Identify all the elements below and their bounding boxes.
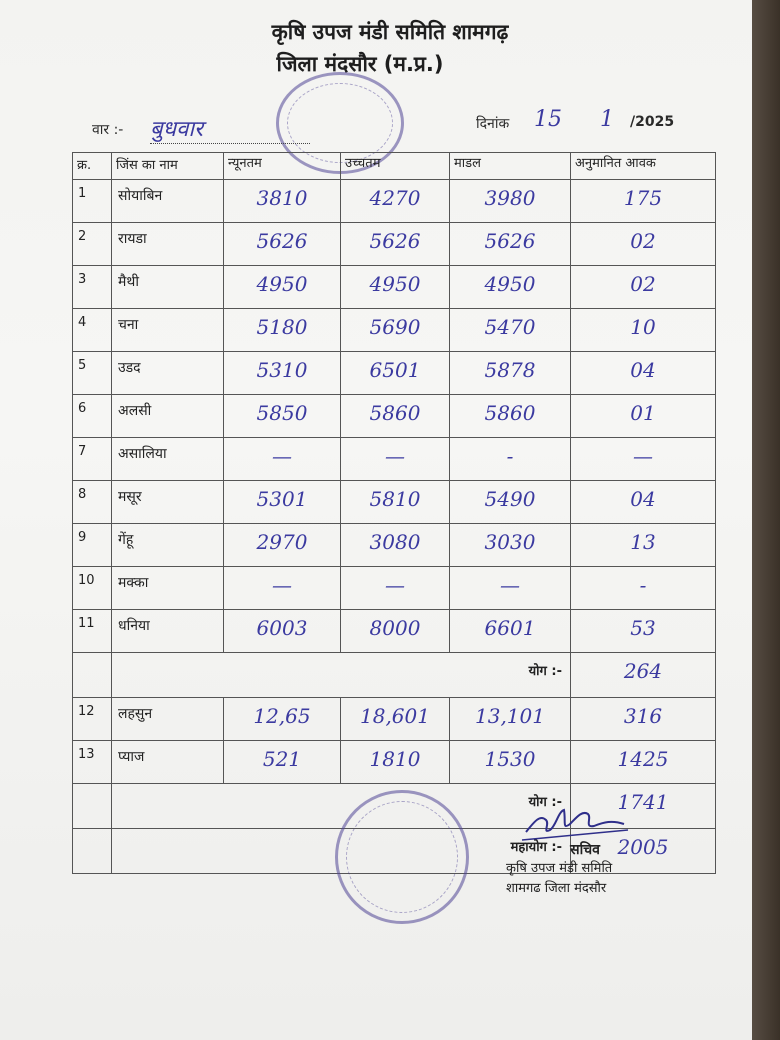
row-max-price: 4950: [341, 266, 450, 309]
header-model: माडल: [450, 153, 571, 180]
row-max-price: 5860: [341, 395, 450, 438]
row-model-price: 6601: [450, 610, 571, 653]
subtotal-value-1: 264: [571, 653, 716, 698]
row-commodity: अलसी: [112, 395, 224, 438]
row-sr: 10: [73, 567, 112, 610]
row-commodity: मसूर: [112, 481, 224, 524]
row-min-price: 5180: [224, 309, 341, 352]
table-row: [73, 309, 716, 352]
row-max-price: 3080: [341, 524, 450, 567]
row-commodity: असालिया: [112, 438, 224, 481]
price-table: [72, 152, 716, 874]
footer-line-1: कृषि उपज मंडी समिति: [506, 861, 613, 876]
document-subtitle: जिला मंदसौर (म.प्र.): [276, 52, 444, 76]
table-row: [73, 180, 716, 223]
row-min-price: 12,65: [224, 698, 341, 741]
row-commodity: रायडा: [112, 223, 224, 266]
row-sr: 11: [73, 610, 112, 653]
row-commodity: चना: [112, 309, 224, 352]
signature-title: सचिव: [570, 842, 600, 858]
signature-block: [500, 800, 670, 899]
row-arrival: —: [571, 438, 716, 481]
official-stamp-bottom: [335, 790, 469, 924]
row-max-price: 1810: [341, 741, 450, 784]
table-row: [73, 698, 716, 741]
row-arrival: 02: [571, 266, 716, 309]
row-min-price: —: [224, 567, 341, 610]
table-row: [73, 223, 716, 266]
date-year: /2025: [630, 114, 675, 130]
table-row: [73, 567, 716, 610]
grand-total-label: महायोग :-: [112, 829, 571, 874]
table-header-row: [73, 153, 716, 180]
row-model-price: 1530: [450, 741, 571, 784]
row-sr: 1: [73, 180, 112, 223]
row-commodity: लहसुन: [112, 698, 224, 741]
date-label: दिनांक: [476, 116, 510, 132]
row-max-price: —: [341, 438, 450, 481]
table-row: [73, 524, 716, 567]
row-arrival: 04: [571, 481, 716, 524]
row-min-price: 5626: [224, 223, 341, 266]
row-sr: 4: [73, 309, 112, 352]
row-min-price: —: [224, 438, 341, 481]
row-min-price: 5310: [224, 352, 341, 395]
row-min-price: 4950: [224, 266, 341, 309]
row-commodity: मक्का: [112, 567, 224, 610]
row-sr: 12: [73, 698, 112, 741]
row-sr: 7: [73, 438, 112, 481]
signature-image: [520, 800, 630, 842]
grand-total-value: 2005: [571, 829, 716, 874]
subtotal-label-1: योग :-: [112, 653, 571, 698]
row-min-price: 5850: [224, 395, 341, 438]
row-model-price: 13,101: [450, 698, 571, 741]
row-sr: 8: [73, 481, 112, 524]
row-arrival: 04: [571, 352, 716, 395]
row-min-price: 5301: [224, 481, 341, 524]
row-model-price: 3030: [450, 524, 571, 567]
row-commodity: प्याज: [112, 741, 224, 784]
row-arrival: -: [571, 567, 716, 610]
row-commodity: गेंहू: [112, 524, 224, 567]
row-max-price: 8000: [341, 610, 450, 653]
header-name: जिंस का नाम: [112, 153, 224, 180]
row-max-price: 5810: [341, 481, 450, 524]
row-sr: 2: [73, 223, 112, 266]
row-arrival: 316: [571, 698, 716, 741]
row-min-price: 521: [224, 741, 341, 784]
row-max-price: —: [341, 567, 450, 610]
row-min-price: 3810: [224, 180, 341, 223]
row-commodity: मैथी: [112, 266, 224, 309]
row-max-price: 18,601: [341, 698, 450, 741]
row-arrival: 175: [571, 180, 716, 223]
row-model-price: 5878: [450, 352, 571, 395]
row-model-price: 4950: [450, 266, 571, 309]
footer-line-2: शामगढ जिला मंदसौर: [506, 881, 607, 896]
table-row: [73, 610, 716, 653]
table-row: [73, 395, 716, 438]
subtotal-label-2: योग :-: [112, 784, 571, 829]
row-arrival: 13: [571, 524, 716, 567]
header-sr: क्र.: [73, 153, 112, 180]
document-title: कृषि उपज मंडी समिति शामगढ़: [271, 20, 509, 44]
row-sr: 9: [73, 524, 112, 567]
row-arrival: 10: [571, 309, 716, 352]
row-min-price: 6003: [224, 610, 341, 653]
row-model-price: 5626: [450, 223, 571, 266]
table-row: [73, 481, 716, 524]
row-model-price: -: [450, 438, 571, 481]
row-model-price: 5860: [450, 395, 571, 438]
row-sr: 3: [73, 266, 112, 309]
row-sr: 5: [73, 352, 112, 395]
row-commodity: धनिया: [112, 610, 224, 653]
row-arrival: 02: [571, 223, 716, 266]
row-model-price: 5470: [450, 309, 571, 352]
row-sr: 13: [73, 741, 112, 784]
table-row: [73, 741, 716, 784]
row-max-price: 5690: [341, 309, 450, 352]
row-max-price: 6501: [341, 352, 450, 395]
header-min: न्यूनतम: [224, 153, 341, 180]
row-commodity: सोयाबिन: [112, 180, 224, 223]
row-model-price: 3980: [450, 180, 571, 223]
table-row: [73, 266, 716, 309]
row-model-price: 5490: [450, 481, 571, 524]
header-max: उच्चतम: [341, 153, 450, 180]
subtotal-row-1: [73, 653, 716, 698]
day-label: वार :-: [92, 122, 124, 138]
header-arrival: अनुमानित आवक: [571, 153, 716, 180]
row-sr: 6: [73, 395, 112, 438]
row-arrival: 1425: [571, 741, 716, 784]
table-row: [73, 438, 716, 481]
row-max-price: 5626: [341, 223, 450, 266]
day-value: बुधवार: [150, 113, 310, 144]
date-month: 1: [600, 107, 614, 132]
row-min-price: 2970: [224, 524, 341, 567]
table-row: [73, 352, 716, 395]
row-arrival: 01: [571, 395, 716, 438]
row-max-price: 4270: [341, 180, 450, 223]
row-commodity: उडद: [112, 352, 224, 395]
row-arrival: 53: [571, 610, 716, 653]
date-day: 15: [534, 107, 562, 132]
subtotal-value-2: 1741: [571, 784, 716, 829]
row-model-price: —: [450, 567, 571, 610]
